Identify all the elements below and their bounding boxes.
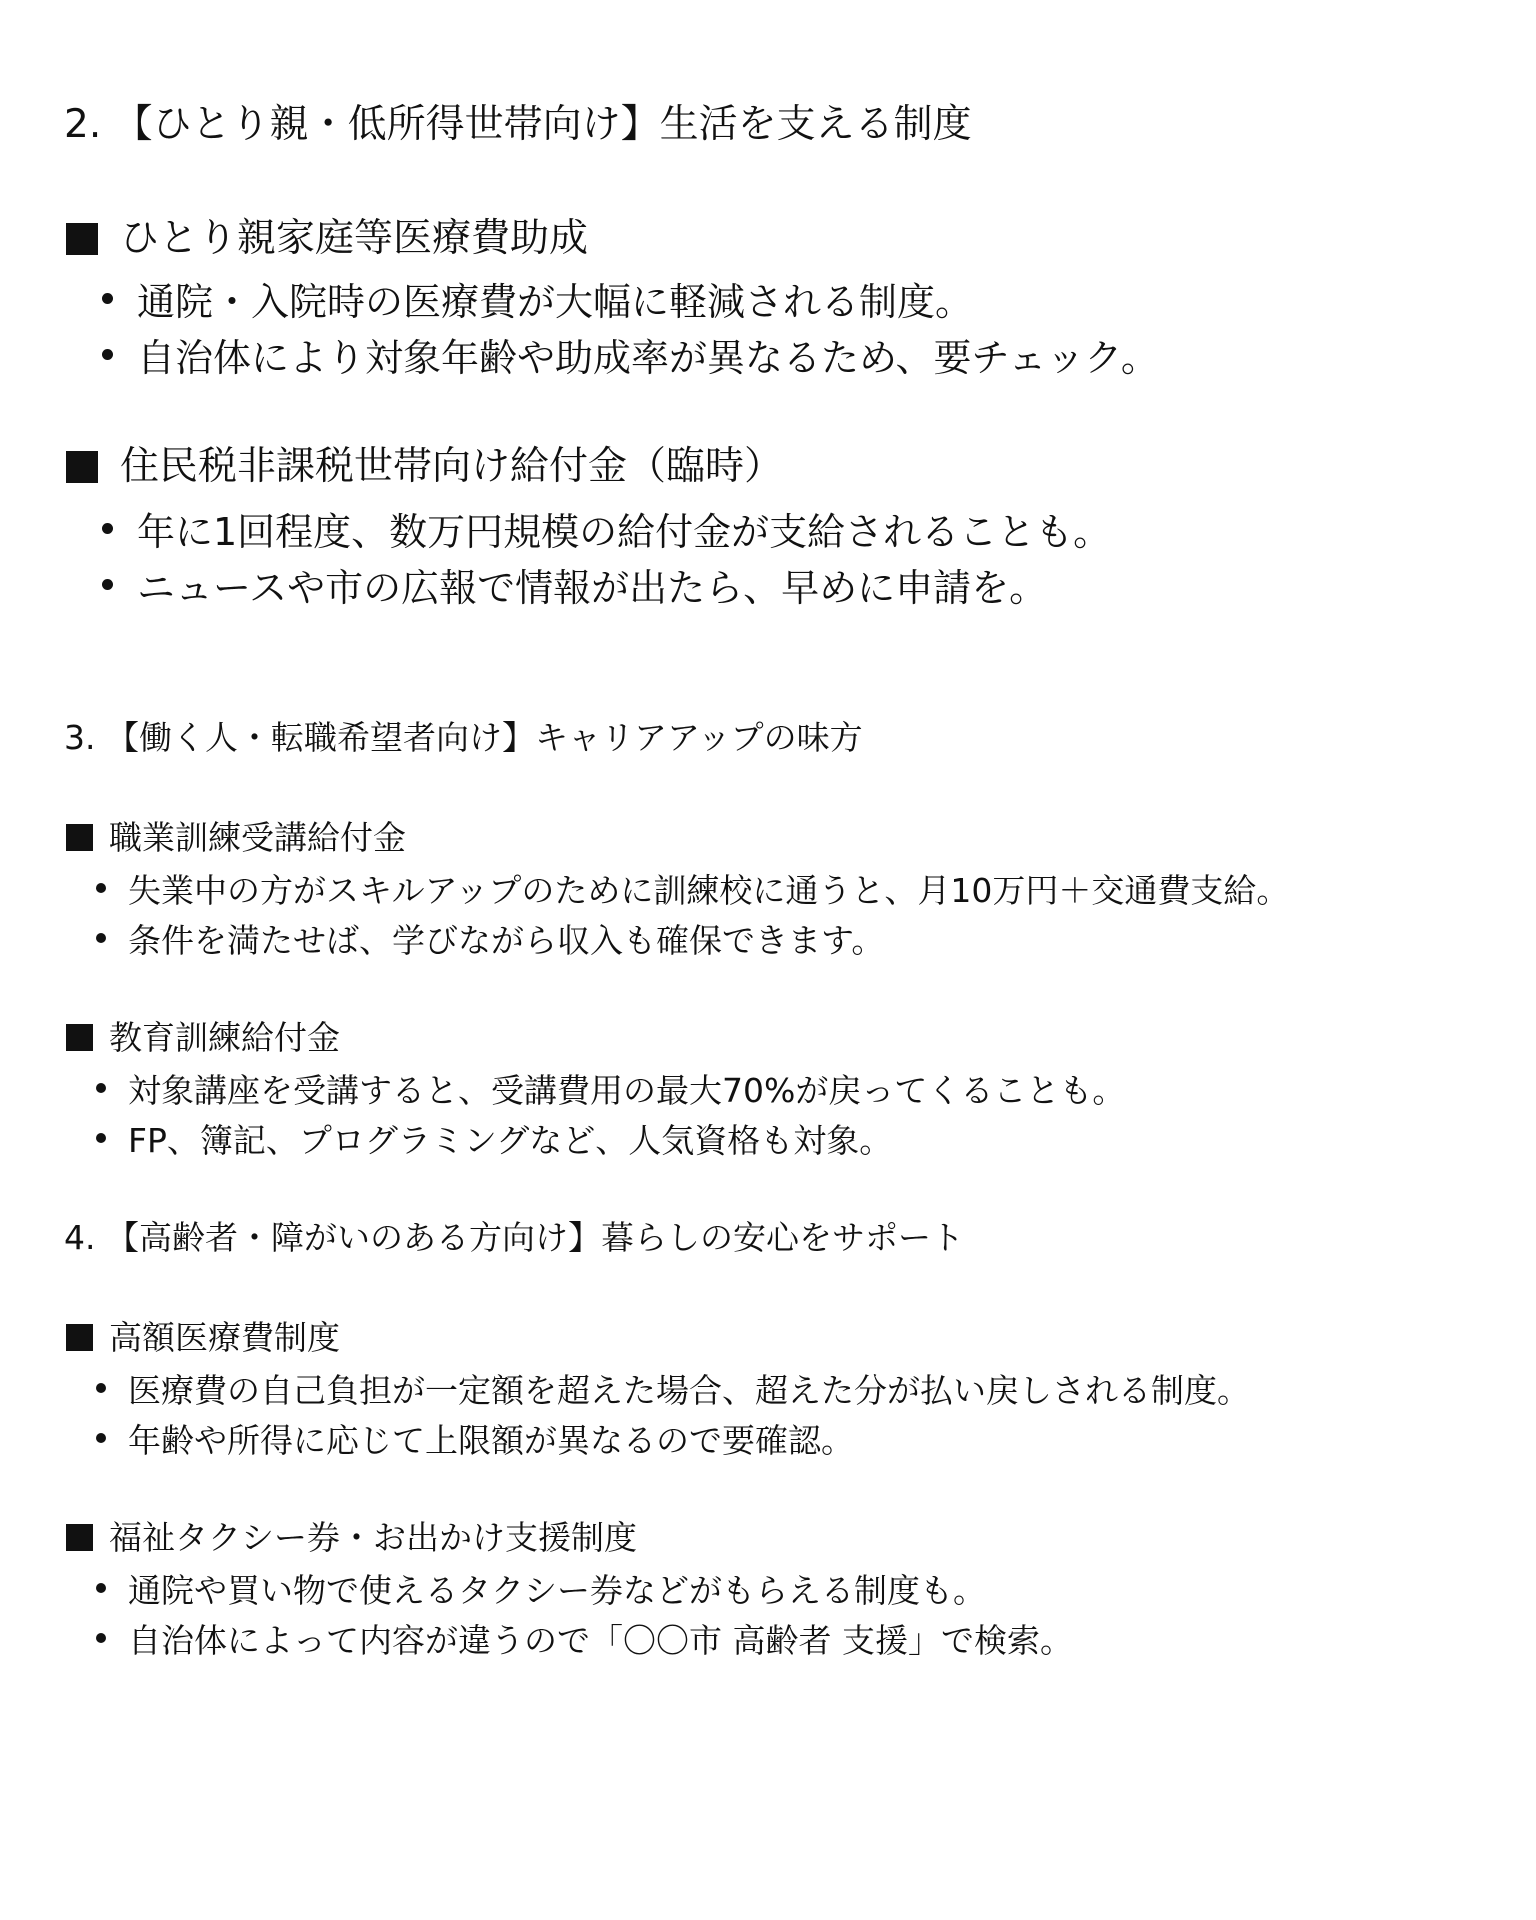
subsection-heading	[66, 1018, 340, 1058]
bullet-list	[96, 863, 1289, 963]
subsection-heading	[66, 818, 406, 858]
list-item-text: 医療費の自己負担が一定額を超えた場合、超えた分が払い戻しされる制度。	[128, 1370, 1250, 1410]
bullet-list	[102, 500, 1111, 612]
bullet-dot-icon	[96, 1133, 106, 1143]
subsection-title: 高額医療費制度	[109, 1318, 340, 1357]
square-bullet-icon	[66, 451, 98, 483]
section-heading: 4. 【高齢者・障がいのある方向け】暮らしの安心をサポート	[64, 1218, 964, 1257]
list-item	[96, 1363, 1250, 1413]
subsection-title: 住民税非課税世帯向け給付金（臨時）	[120, 444, 784, 489]
subsection-heading	[66, 444, 783, 491]
subsection-title: 職業訓練受講給付金	[109, 818, 406, 857]
list-item	[102, 500, 1111, 556]
bullet-dot-icon	[96, 1083, 106, 1093]
list-item-text: FP、簿記、プログラミングなど、人気資格も対象。	[128, 1120, 893, 1160]
bullet-dot-icon	[96, 1583, 106, 1593]
bullet-dot-icon	[96, 933, 106, 943]
list-item	[96, 1113, 1125, 1163]
bullet-dot-icon	[96, 1633, 106, 1643]
list-item-text: 条件を満たせば、学びながら収入も確保できます。	[128, 920, 885, 960]
list-item	[102, 326, 1159, 382]
bullet-dot-icon	[96, 883, 106, 893]
list-item-text: 自治体によって内容が違うので「〇〇市 高齢者 支援」で検索。	[128, 1620, 1073, 1660]
list-item-text: 通院・入院時の医療費が大幅に軽減される制度。	[137, 279, 974, 324]
list-item-text: 自治体により対象年齢や助成率が異なるため、要チェック。	[137, 335, 1159, 380]
bullet-list	[102, 270, 1159, 382]
bullet-dot-icon	[102, 523, 113, 534]
square-bullet-icon	[66, 824, 93, 851]
square-bullet-icon	[66, 1524, 93, 1551]
list-item	[96, 1063, 1125, 1113]
bullet-list	[96, 1363, 1250, 1463]
subsection-title: ひとり親家庭等医療費助成	[120, 216, 589, 261]
square-bullet-icon	[66, 1024, 93, 1051]
list-item-text: 年齢や所得に応じて上限額が異なるので要確認。	[128, 1420, 854, 1460]
list-item	[96, 1563, 1073, 1613]
list-item-text: 通院や買い物で使えるタクシー券などがもらえる制度も。	[128, 1570, 986, 1610]
square-bullet-icon	[66, 1324, 93, 1351]
list-item-text: 失業中の方がスキルアップのために訓練校に通うと、月10万円＋交通費支給。	[128, 870, 1290, 910]
square-bullet-icon	[66, 223, 98, 255]
subsection-heading	[66, 1518, 637, 1558]
subsection-title: 教育訓練給付金	[109, 1018, 340, 1057]
bullet-dot-icon	[102, 579, 113, 590]
subsection-heading	[66, 216, 588, 263]
list-item	[96, 1413, 1250, 1463]
bullet-dot-icon	[96, 1433, 106, 1443]
bullet-list	[96, 1563, 1073, 1663]
list-item	[96, 863, 1289, 913]
bullet-list	[96, 1063, 1125, 1163]
list-item	[102, 556, 1111, 612]
section-heading: 3. 【働く人・転職希望者向け】キャリアアップの味方	[64, 718, 863, 757]
section-heading: 2. 【ひとり親・低所得世帯向け】生活を支える制度	[64, 102, 972, 147]
bullet-dot-icon	[102, 293, 113, 304]
list-item	[102, 270, 1159, 326]
list-item-text: 年に1回程度、数万円規模の給付金が支給されることも。	[137, 509, 1112, 554]
list-item	[96, 1613, 1073, 1663]
list-item-text: 対象講座を受講すると、受講費用の最大70%が戻ってくることも。	[128, 1070, 1126, 1110]
subsection-heading	[66, 1318, 340, 1358]
bullet-dot-icon	[102, 349, 113, 360]
list-item	[96, 913, 1289, 963]
bullet-dot-icon	[96, 1383, 106, 1393]
subsection-title: 福祉タクシー券・お出かけ支援制度	[109, 1518, 637, 1557]
list-item-text: ニュースや市の広報で情報が出たら、早めに申請を。	[137, 565, 1048, 610]
